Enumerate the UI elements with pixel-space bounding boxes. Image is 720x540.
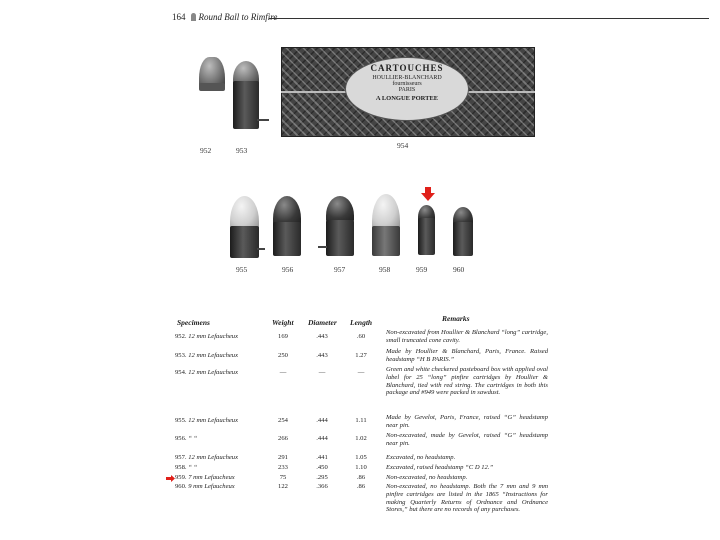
cartridge-952	[199, 57, 225, 91]
row-956-spec: 956. “ “	[175, 435, 198, 442]
cartridge-953	[233, 61, 259, 129]
row-958-length: 1.10	[355, 464, 367, 471]
row-953-remarks: Made by Houllier & Blanchard, Paris, France. Raised headstamp “H B PARIS.”	[386, 348, 548, 363]
cartridge-957	[326, 196, 354, 256]
row-954-spec: 954. 12 mm Lefaucheux	[175, 369, 239, 376]
row-960-diameter: .366	[316, 483, 328, 490]
row-958-diameter: .450	[316, 464, 328, 471]
figure-number-952: 952	[200, 146, 212, 155]
row-958-weight: 233	[278, 464, 288, 471]
row-954-diameter: —	[318, 369, 326, 376]
page-header	[172, 12, 277, 22]
label-line-2: HOULLIER-BLANCHARD	[372, 75, 442, 81]
header-rule	[269, 18, 709, 19]
row-954-remarks: Green and white checkered pasteboard box with applied oval label for 25 “long” pinfire cartridges by Houllier & Blanchard, tied with red string. The cartridges in both this package and #949 were packed in sawdust.	[386, 366, 548, 397]
row-958-remarks: Excavated, raised headstamp “C D 12.”	[386, 464, 494, 471]
row-953-diameter: .443	[316, 352, 328, 359]
header-length: Length	[350, 318, 373, 327]
row-959-diameter: .295	[316, 474, 328, 481]
row-952-diameter: .443	[316, 333, 328, 340]
row-956-remarks: Non-excavated, made by Gevelot, raised “G” headstamp near pin.	[386, 432, 548, 447]
figure-number-954: 954	[397, 141, 409, 150]
row-959-length: .86	[356, 474, 366, 481]
cartridge-959	[418, 205, 435, 255]
row-953-spec: 953. 12 mm Lefaucheux	[175, 352, 239, 359]
header-weight: Weight	[272, 318, 294, 327]
row-952-length: .60	[356, 333, 366, 340]
figure-number-959: 959	[416, 265, 428, 274]
figure-number-955: 955	[236, 265, 248, 274]
row-960-weight: 122	[278, 483, 288, 490]
row-960-length: .86	[356, 483, 366, 490]
row-957-diameter: .441	[316, 454, 328, 461]
cartridge-box-954	[281, 47, 535, 137]
row-957-length: 1.05	[355, 454, 367, 461]
row-957-weight: 291	[278, 454, 288, 461]
row-955-weight: 254	[278, 417, 288, 424]
label-line-4: PARIS	[398, 87, 416, 93]
row-955-spec: 955. 12 mm Lefaucheux	[175, 417, 239, 424]
row-955-length: 1.11	[355, 417, 367, 424]
row-956-diameter: .444	[316, 435, 328, 442]
cartridge-956	[273, 196, 301, 256]
figure-number-958: 958	[379, 265, 391, 274]
red-arrow-icon	[421, 187, 435, 201]
label-line-3: fournisseurs	[392, 81, 422, 87]
figure-number-957: 957	[334, 265, 346, 274]
header-specimens: Specimens	[177, 318, 210, 327]
row-957-remarks: Excavated, no headstamp.	[386, 454, 456, 461]
row-956-length: 1.02	[355, 435, 367, 442]
row-959-weight: 75	[279, 474, 287, 481]
row-954-length: —	[357, 369, 365, 376]
figure-number-953: 953	[236, 146, 248, 155]
label-line-5: A LONGUE PORTEE	[375, 95, 439, 102]
label-line-1: CARTOUCHES	[370, 63, 444, 73]
red-arrow-icon	[166, 475, 175, 482]
row-956-weight: 266	[278, 435, 288, 442]
running-title: Round Ball to Rimfire	[198, 12, 278, 22]
row-957-spec: 957. 12 mm Lefaucheux	[175, 454, 239, 461]
row-959-remarks: Non-excavated, no headstamp.	[386, 474, 468, 481]
figure-number-956: 956	[282, 265, 294, 274]
row-959-spec: 959. 7 mm Lefaucheux	[175, 474, 235, 481]
row-952-spec: 952. 12 mm Lefaucheux	[175, 333, 239, 340]
header-diameter: Diameter	[308, 318, 337, 327]
row-952-remarks: Non-excavated from Houllier & Blanchard “long” cartridge, small truncated cone cavity.	[386, 329, 548, 344]
row-954-weight: —	[279, 369, 287, 376]
row-952-weight: 169	[278, 333, 288, 340]
header-remarks: Remarks	[442, 314, 470, 323]
row-953-length: 1.27	[355, 352, 367, 359]
row-958-spec: 958. “ “	[175, 464, 198, 471]
cartridge-958	[372, 194, 400, 256]
row-960-spec: 960. 9 mm Lefaucheux	[175, 483, 235, 490]
figure-number-960: 960	[453, 265, 465, 274]
row-953-weight: 250	[278, 352, 288, 359]
cartridge-955	[230, 196, 259, 258]
cartridge-960	[453, 207, 473, 256]
row-955-remarks: Made by Gevelot, Paris, France, raised “G” headstamp near pin.	[386, 414, 548, 429]
page-number: 164	[172, 12, 186, 22]
box-label	[345, 57, 469, 121]
row-955-diameter: .444	[316, 417, 328, 424]
row-960-remarks: Non-excavated, no headstamp. Both the 7 mm and 9 mm pinfire cartridges are listed in the 1865 “Instructions for making Quarterly Returns of Ordnance and Ordnance Stores,” but there are no records of any purchases.	[386, 483, 548, 514]
bullet-icon	[191, 13, 196, 21]
